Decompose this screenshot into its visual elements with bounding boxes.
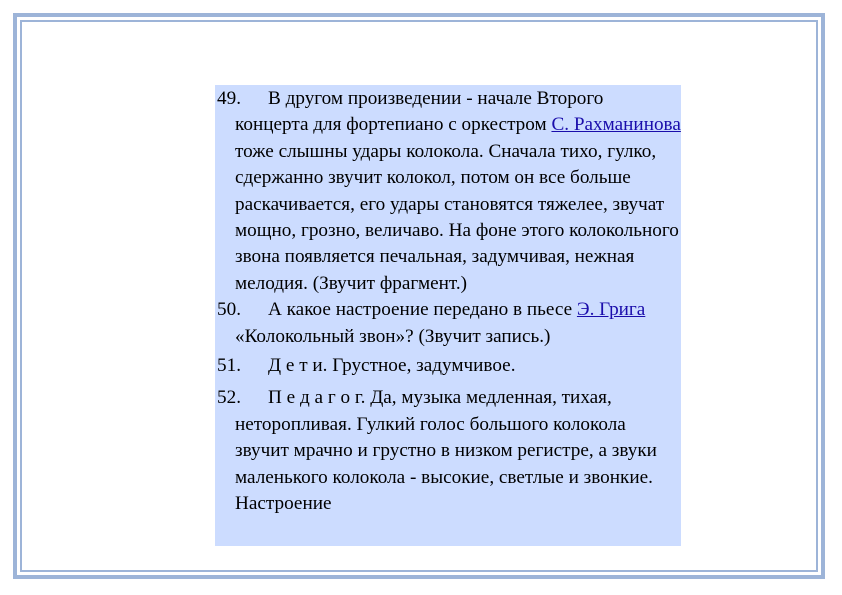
paragraph-52 <box>215 385 681 517</box>
paragraph-text: «Колокольный звон»? (Звучит запись.) <box>235 325 551 347</box>
paragraph-50 <box>215 297 681 350</box>
paragraph-number: 49. <box>217 88 241 109</box>
paragraph-49 <box>215 86 681 297</box>
paragraph-text: В другом произведении - начале Второго концерта для фортепиано с оркестром <box>235 88 604 136</box>
paragraph-text: П е д а г о г. Да, музыка медленная, тихая, неторопливая. Гулкий голос большого колокола звучит мрачно и грустно в низком регистре, а звуки маленького колокола - высокие, светлые и звонкие. Настроение <box>235 387 657 515</box>
paragraph-51 <box>215 353 681 379</box>
paragraph-number: 52. <box>217 387 241 409</box>
paragraph-number: 50. <box>217 299 241 321</box>
text-box <box>215 85 681 546</box>
rachmaninov-link[interactable]: С. Рахманинова <box>551 114 681 136</box>
grieg-link[interactable]: Э. Грига <box>576 299 646 321</box>
paragraph-text: А какое настроение передано в пьесе <box>268 299 577 321</box>
paragraph-number: 51. <box>217 355 241 377</box>
paragraph-text: Д е т и. Грустное, задумчивое. <box>268 355 516 377</box>
paragraph-text: тоже слышны удары колокола. Сначала тихо, гулко, сдержанно звучит колокол, потом он все больше раскачивается, его удары становятся тяжелее, звучат мощно, грозно, величаво. На фоне этого колокольного звона появляется печальная, задумчивая, нежная мелодия. (Звучит фрагмент.) <box>235 140 679 294</box>
